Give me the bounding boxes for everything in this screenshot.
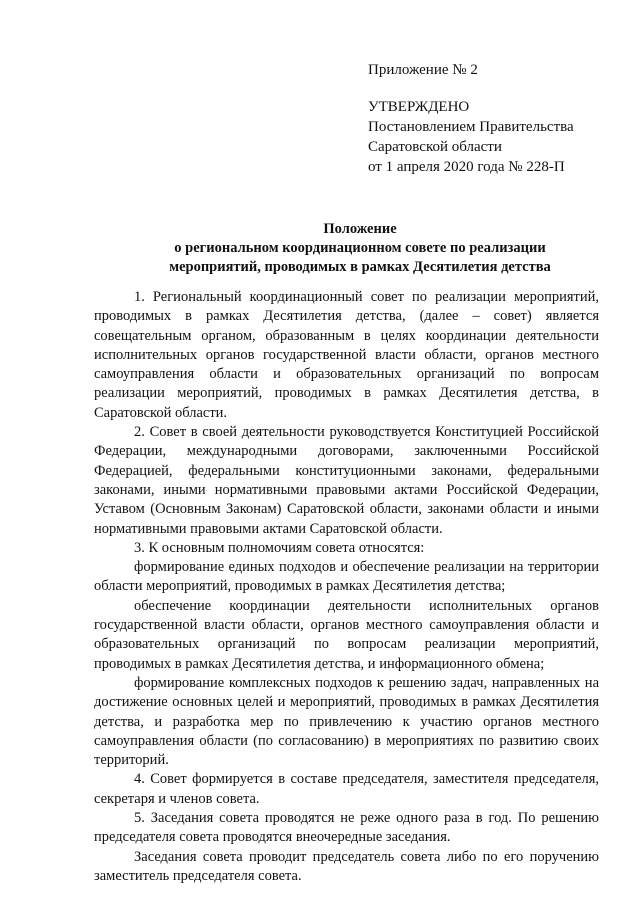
paragraph-3-item-2: обеспечение координации деятельности исполнительных органов государственной власти области, органов местного самоуправления области и образовательных организаций по вопросам реализации мероприятий, проводимых в рамках Десятилетия детства, и информационного обмена; [94, 597, 599, 672]
paragraph-2: 2. Совет в своей деятельности руководствуется Конституцией Российской Федерации, международными договорами, заключенными Российской Федерацией, федеральными конституционными законами, федеральными законами, иными нормативными правовыми актами Российской Федерации, Уставом (Основным Законам) Саратовской области, законами области и иными нормативными правовыми актами Саратовской области. [94, 424, 599, 537]
paragraph-5-cont: Заседания совета проводит председатель совета либо по его поручению заместитель председателя совета. [94, 848, 599, 884]
paragraph-5: 5. Заседания совета проводятся не реже одного раза в год. По решению председателя совета проводятся внеочередные заседания. [94, 810, 599, 846]
approval-line-2: Саратовской области [368, 139, 502, 155]
approval-block [368, 60, 628, 177]
title-line-3: мероприятий, проводимых в рамках Десятилетия детства [169, 259, 551, 275]
approval-line-3: от 1 апреля 2020 года № 228-П [368, 159, 565, 175]
document-title [80, 220, 640, 277]
document-body [94, 288, 599, 886]
paragraph-3: 3. К основным полномочиям совета относятся: [134, 539, 425, 556]
paragraph-3-item-1: формирование единых подходов и обеспечение реализации на территории области мероприятий, проводимых в рамках Десятилетия детства; [94, 559, 599, 595]
approval-line-1: Постановлением Правительства [368, 119, 574, 135]
paragraph-3-item-3: формирование комплексных подходов к решению задач, направленных на достижение основных целей и мероприятий, проводимых в рамках Десятилетия детства, и разработка мер по привлечению к участию органов местного самоуправления области (по согласованию) в мероприятиях по развитию своих территорий. [94, 674, 599, 769]
appendix-label: Приложение № 2 [368, 62, 478, 78]
paragraph-1: 1. Региональный координационный совет по реализации мероприятий, проводимых в рамках Десятилетия детства, (далее – совет) является совещательным органом, образованным в целях координации деятельности исполнительных органов государственной власти области, органов местного самоуправления области и образовательных организаций по вопросам реализации мероприятий, проводимых в рамках Десятилетия детства, в Саратовской области. [94, 289, 599, 421]
paragraph-4: 4. Совет формируется в составе председателя, заместителя председателя, секретаря и членов совета. [94, 771, 599, 807]
title-line-2: о региональном координационном совете по реализации [174, 240, 546, 256]
approved-label: УТВЕРЖДЕНО [368, 99, 470, 115]
title-line-1: Положение [323, 221, 397, 237]
